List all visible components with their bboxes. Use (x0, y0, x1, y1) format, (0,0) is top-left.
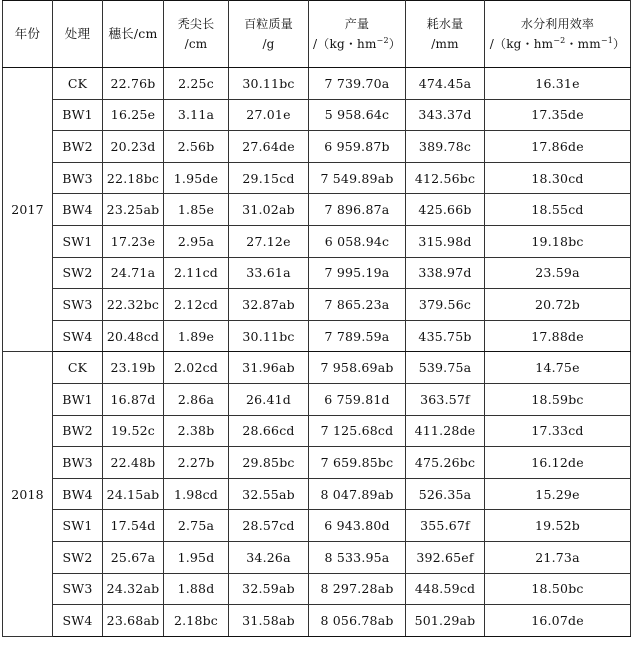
treatment-cell: BW1 (53, 99, 103, 131)
header-wue-label: 水分利用效率 (520, 17, 595, 31)
wue-cell: 16.12de (485, 447, 631, 479)
spike-length-cell: 22.48b (103, 447, 164, 479)
grain-weight-cell: 29.15cd (229, 162, 309, 194)
yield-cell: 8 533.95a (309, 541, 406, 573)
grain-weight-cell: 32.55ab (229, 478, 309, 510)
grain-weight-cell: 32.87ab (229, 289, 309, 321)
grain-weight-cell: 27.01e (229, 99, 309, 131)
yield-cell: 7 549.89ab (309, 162, 406, 194)
treatment-cell: SW2 (53, 541, 103, 573)
grain-weight-cell: 34.26a (229, 541, 309, 573)
header-grain-weight-label: 百粒质量 (244, 17, 293, 31)
table-row (3, 194, 631, 226)
table-row (3, 541, 631, 573)
spike-length-cell: 23.25ab (103, 194, 164, 226)
water-use-cell: 425.66b (406, 194, 485, 226)
yield-cell: 8 047.89ab (309, 478, 406, 510)
bald-tip-cell: 2.11cd (164, 257, 229, 289)
yield-unit-exponent: −2 (376, 36, 389, 45)
treatment-cell: BW2 (53, 131, 103, 163)
treatment-cell: CK (53, 68, 103, 100)
header-year-label: 年份 (14, 26, 41, 41)
grain-weight-cell: 28.57cd (229, 510, 309, 542)
bald-tip-cell: 1.95d (164, 541, 229, 573)
yield-cell: 6 959.87b (309, 131, 406, 163)
bald-tip-cell: 2.25c (164, 68, 229, 100)
header-wue (485, 1, 631, 68)
spike-length-cell: 17.23e (103, 225, 164, 257)
yield-cell: 6 943.80d (309, 510, 406, 542)
header-spike-length (103, 1, 164, 68)
wue-unit-exponent-2: −1 (600, 36, 614, 45)
water-use-cell: 539.75a (406, 352, 485, 384)
wue-cell: 15.29e (485, 478, 631, 510)
table-row (3, 352, 631, 384)
treatment-cell: SW3 (53, 289, 103, 321)
header-yield-label: 产量 (344, 17, 370, 31)
treatment-cell: BW3 (53, 162, 103, 194)
wue-cell: 17.33cd (485, 415, 631, 447)
water-use-cell: 526.35a (406, 478, 485, 510)
header-yield-unit (311, 34, 403, 54)
grain-weight-cell: 28.66cd (229, 415, 309, 447)
treatment-cell: SW3 (53, 573, 103, 605)
wue-cell: 14.75e (485, 352, 631, 384)
spike-length-cell: 16.87d (103, 383, 164, 415)
table-row (3, 225, 631, 257)
spike-length-cell: 25.67a (103, 541, 164, 573)
bald-tip-cell: 2.12cd (164, 289, 229, 321)
bald-tip-cell: 3.11a (164, 99, 229, 131)
table-row (3, 320, 631, 352)
yield-cell: 5 958.64c (309, 99, 406, 131)
yield-cell: 7 995.19a (309, 257, 406, 289)
header-water-use-unit: /mm (431, 37, 459, 51)
spike-length-cell: 19.52c (103, 415, 164, 447)
yield-cell: 7 789.59a (309, 320, 406, 352)
wue-unit-text: /（kg・hm (489, 37, 554, 51)
wue-unit-close: ） (613, 37, 626, 51)
yield-cell: 8 056.78ab (309, 605, 406, 637)
year-cell: 2018 (3, 352, 53, 636)
table-row (3, 605, 631, 637)
grain-weight-cell: 30.11bc (229, 68, 309, 100)
table-row (3, 415, 631, 447)
grain-weight-cell: 31.58ab (229, 605, 309, 637)
wue-unit-mid: ・mm (565, 37, 601, 51)
bald-tip-cell: 2.95a (164, 225, 229, 257)
treatment-cell: BW2 (53, 415, 103, 447)
wue-cell: 17.88de (485, 320, 631, 352)
wue-cell: 20.72b (485, 289, 631, 321)
water-use-cell: 392.65ef (406, 541, 485, 573)
water-use-cell: 363.57f (406, 383, 485, 415)
wue-cell: 16.07de (485, 605, 631, 637)
bald-tip-cell: 2.18bc (164, 605, 229, 637)
treatment-cell: BW3 (53, 447, 103, 479)
grain-weight-cell: 26.41d (229, 383, 309, 415)
wue-cell: 17.86de (485, 131, 631, 163)
table-row (3, 510, 631, 542)
grain-weight-cell: 33.61a (229, 257, 309, 289)
spike-length-cell: 22.18bc (103, 162, 164, 194)
grain-weight-cell: 27.12e (229, 225, 309, 257)
water-use-cell: 448.59cd (406, 573, 485, 605)
yield-cell: 7 958.69ab (309, 352, 406, 384)
wue-cell: 21.73a (485, 541, 631, 573)
bald-tip-cell: 2.56b (164, 131, 229, 163)
header-water-use (406, 1, 485, 68)
results-table (2, 0, 631, 637)
treatment-cell: SW4 (53, 320, 103, 352)
year-cell: 2017 (3, 68, 53, 352)
spike-length-cell: 20.48cd (103, 320, 164, 352)
yield-cell: 7 865.23a (309, 289, 406, 321)
header-treatment (53, 1, 103, 68)
table-row (3, 162, 631, 194)
grain-weight-cell: 32.59ab (229, 573, 309, 605)
header-spike-length-label: 穗长/cm (108, 26, 158, 41)
water-use-cell: 474.45a (406, 68, 485, 100)
table-row (3, 257, 631, 289)
spike-length-cell: 24.71a (103, 257, 164, 289)
spike-length-cell: 17.54d (103, 510, 164, 542)
wue-cell: 19.18bc (485, 225, 631, 257)
wue-cell: 23.59a (485, 257, 631, 289)
wue-cell: 18.50bc (485, 573, 631, 605)
spike-length-cell: 23.19b (103, 352, 164, 384)
treatment-cell: BW4 (53, 194, 103, 226)
table-row (3, 289, 631, 321)
bald-tip-cell: 2.86a (164, 383, 229, 415)
water-use-cell: 355.67f (406, 510, 485, 542)
yield-cell: 7 896.87a (309, 194, 406, 226)
water-use-cell: 389.78c (406, 131, 485, 163)
header-yield (309, 1, 406, 68)
spike-length-cell: 20.23d (103, 131, 164, 163)
wue-cell: 18.55cd (485, 194, 631, 226)
bald-tip-cell: 2.02cd (164, 352, 229, 384)
bald-tip-cell: 2.75a (164, 510, 229, 542)
bald-tip-cell: 2.27b (164, 447, 229, 479)
header-grain-weight-unit: /g (262, 37, 275, 51)
header-water-use-label: 耗水量 (426, 17, 464, 31)
bald-tip-cell: 2.38b (164, 415, 229, 447)
yield-cell: 8 297.28ab (309, 573, 406, 605)
spike-length-cell: 24.32ab (103, 573, 164, 605)
water-use-cell: 435.75b (406, 320, 485, 352)
yield-cell: 6 058.94c (309, 225, 406, 257)
yield-cell: 7 125.68cd (309, 415, 406, 447)
header-row (3, 1, 631, 68)
bald-tip-cell: 1.89e (164, 320, 229, 352)
bald-tip-cell: 1.88d (164, 573, 229, 605)
yield-cell: 6 759.81d (309, 383, 406, 415)
spike-length-cell: 22.76b (103, 68, 164, 100)
water-use-cell: 338.97d (406, 257, 485, 289)
water-use-cell: 379.56c (406, 289, 485, 321)
grain-weight-cell: 29.85bc (229, 447, 309, 479)
table-row (3, 131, 631, 163)
grain-weight-cell: 30.11bc (229, 320, 309, 352)
yield-cell: 7 659.85bc (309, 447, 406, 479)
spike-length-cell: 16.25e (103, 99, 164, 131)
spike-length-cell: 22.32bc (103, 289, 164, 321)
grain-weight-cell: 31.96ab (229, 352, 309, 384)
header-bald-tip-unit: /cm (184, 37, 208, 51)
treatment-cell: SW4 (53, 605, 103, 637)
header-year (3, 1, 53, 68)
grain-weight-cell: 31.02ab (229, 194, 309, 226)
wue-unit-exponent-1: −2 (553, 36, 566, 45)
treatment-cell: CK (53, 352, 103, 384)
treatment-cell: BW4 (53, 478, 103, 510)
water-use-cell: 411.28de (406, 415, 485, 447)
table-header (3, 1, 631, 68)
table-row (3, 68, 631, 100)
water-use-cell: 343.37d (406, 99, 485, 131)
treatment-cell: BW1 (53, 383, 103, 415)
treatment-cell: SW1 (53, 510, 103, 542)
yield-unit-close: ） (388, 37, 401, 51)
bald-tip-cell: 1.85e (164, 194, 229, 226)
table-row (3, 383, 631, 415)
wue-cell: 18.30cd (485, 162, 631, 194)
treatment-cell: SW2 (53, 257, 103, 289)
bald-tip-cell: 1.98cd (164, 478, 229, 510)
wue-cell: 17.35de (485, 99, 631, 131)
table-row (3, 447, 631, 479)
yield-cell: 7 739.70a (309, 68, 406, 100)
table-row (3, 478, 631, 510)
table-row (3, 573, 631, 605)
spike-length-cell: 23.68ab (103, 605, 164, 637)
table-row (3, 99, 631, 131)
header-treatment-label: 处理 (64, 26, 91, 41)
year-group-2017 (3, 68, 631, 352)
water-use-cell: 475.26bc (406, 447, 485, 479)
wue-cell: 18.59bc (485, 383, 631, 415)
year-group-2018 (3, 352, 631, 636)
header-bald-tip-label: 秃尖长 (177, 17, 215, 31)
wue-cell: 16.31e (485, 68, 631, 100)
grain-weight-cell: 27.64de (229, 131, 309, 163)
header-bald-tip (164, 1, 229, 68)
bald-tip-cell: 1.95de (164, 162, 229, 194)
water-use-cell: 412.56bc (406, 162, 485, 194)
water-use-cell: 501.29ab (406, 605, 485, 637)
wue-cell: 19.52b (485, 510, 631, 542)
header-wue-unit (487, 34, 628, 54)
header-grain-weight (229, 1, 309, 68)
water-use-cell: 315.98d (406, 225, 485, 257)
spike-length-cell: 24.15ab (103, 478, 164, 510)
treatment-cell: SW1 (53, 225, 103, 257)
yield-unit-text: /（kg・hm (313, 37, 377, 51)
